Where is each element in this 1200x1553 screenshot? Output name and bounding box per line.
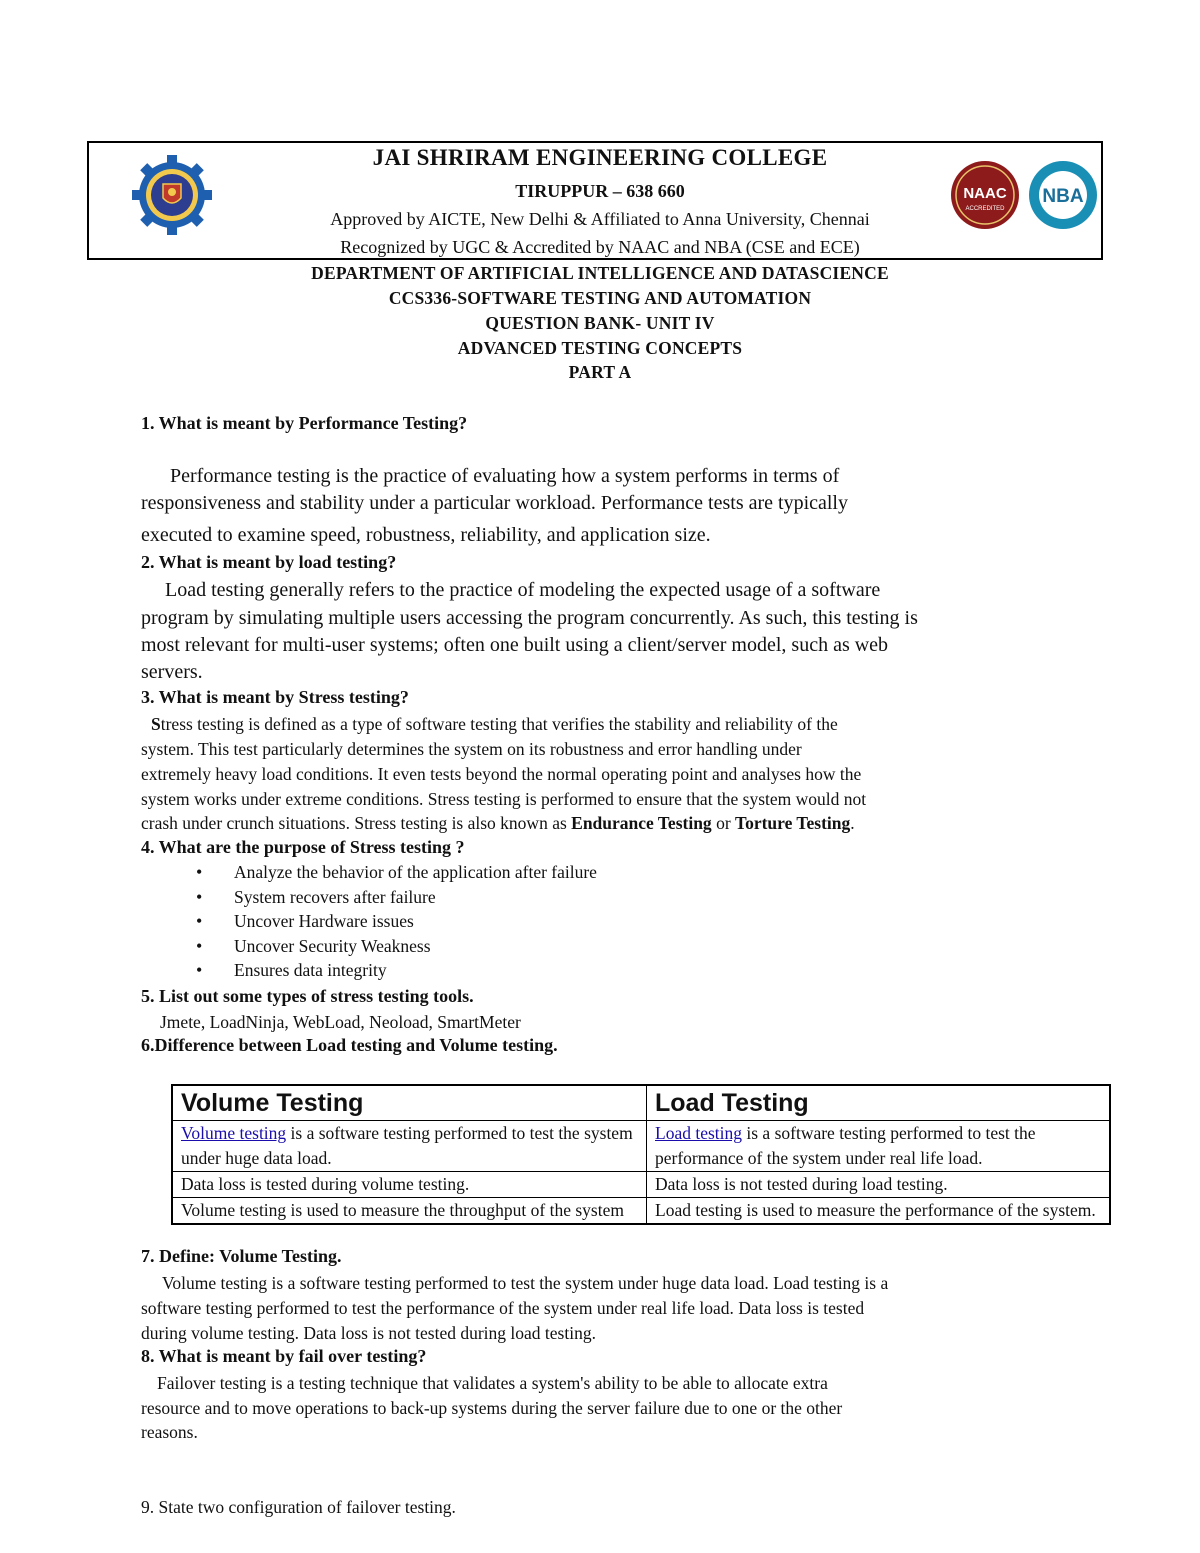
accreditation-line: Recognized by UGC & Accredited by NAAC and NBA (CSE and ECE) (340, 237, 860, 257)
answer-3-line-5-text: crash under crunch situations. Stress testing is also known as (141, 813, 567, 833)
question-5: 5. List out some types of stress testing tools. (141, 986, 474, 1006)
table-cell (172, 1121, 647, 1172)
question-6: 6.Difference between Load testing and Volume testing. (141, 1035, 558, 1055)
question-2: 2. What is meant by load testing? (141, 552, 397, 572)
naac-logo-subtext: ACCREDITED (965, 206, 1005, 212)
stress-purpose-list (196, 860, 597, 983)
answer-3-line-1-text: tress testing is defined as a type of software testing that verifies the stability and reliability of the (160, 714, 838, 734)
approval-line: Approved by AICTE, New Delhi & Affiliated to Anna University, Chennai (330, 209, 870, 229)
answer-2-line-4: servers. (141, 661, 203, 683)
answer-3-line-3: extremely heavy load conditions. It even tests beyond the normal operating point and analyses how the (141, 764, 862, 784)
unit-title: ADVANCED TESTING CONCEPTS (457, 338, 743, 358)
answer-3-line-2: system. This test particularly determines the system on its robustness and error handling under (141, 739, 802, 759)
answer-3-line-4: system works under extreme conditions. Stress testing is performed to ensure that the system would not (141, 789, 867, 809)
answer-8-line-2: resource and to move operations to back-up systems during the server failure due to one or the other (141, 1398, 843, 1418)
question-bank-title: QUESTION BANK- UNIT IV (485, 313, 715, 333)
part-title: PART A (568, 362, 632, 382)
answer-2-line-2: program by simulating multiple users accessing the program concurrently. As such, this testing is (141, 607, 918, 629)
list-item: • Analyze the behavior of the application after failure (196, 860, 597, 885)
table-cell: Data loss is tested during volume testing. (172, 1172, 647, 1198)
load-definition-text: is a software testing performed to test the performance of the system under real life load. (655, 1123, 1036, 1168)
load-testing-link[interactable]: Load testing (655, 1123, 742, 1143)
answer-8-line-1: Failover testing is a testing technique that validates a system's ability to be able to allocate extra (157, 1373, 828, 1393)
naac-logo-text: NAAC (963, 185, 1007, 202)
table-header-row (172, 1085, 1110, 1121)
answer-7-line-3: during volume testing. Data loss is not tested during load testing. (141, 1323, 596, 1343)
question-7: 7. Define: Volume Testing. (141, 1246, 342, 1266)
answer-3-first-letter: S (151, 714, 161, 734)
answer-7-line-1: Volume testing is a software testing performed to test the system under huge data load. Load testing is a (162, 1273, 889, 1293)
table-cell (647, 1121, 1111, 1172)
list-item: • System recovers after failure (196, 885, 597, 910)
torture-testing-term: Torture Testing (735, 813, 851, 833)
answer-1-line-1: Performance testing is the practice of evaluating how a system performs in terms of (170, 465, 840, 487)
volume-testing-link[interactable]: Volume testing (181, 1123, 287, 1143)
answer-8-line-3: reasons. (141, 1422, 198, 1442)
table-row (172, 1172, 1110, 1198)
answer-3-line-1 (151, 712, 1091, 737)
table-cell: Data loss is not tested during load testing. (647, 1172, 1111, 1198)
question-8: 8. What is meant by fail over testing? (141, 1346, 427, 1366)
table-cell: Load testing is used to measure the performance of the system. (647, 1198, 1111, 1225)
table-row (172, 1198, 1110, 1225)
volume-definition-text: is a software testing performed to test the system under huge data load. (181, 1123, 633, 1168)
question-3: 3. What is meant by Stress testing? (141, 687, 409, 707)
answer-3-line-5 (141, 811, 1081, 836)
table-header-volume: Volume Testing (172, 1085, 647, 1121)
department-title: DEPARTMENT OF ARTIFICIAL INTELLIGENCE AND DATASCIENCE (311, 263, 889, 283)
answer-2-line-3: most relevant for multi-user systems; often one built using a client/server model, such as web (141, 634, 889, 656)
answer-1-line-3: executed to examine speed, robustness, reliability, and application size. (141, 524, 711, 546)
question-1: 1. What is meant by Performance Testing? (141, 413, 468, 433)
question-4: 4. What are the purpose of Stress testing ? (141, 837, 465, 857)
list-item: • Uncover Security Weakness (196, 934, 597, 959)
answer-7-line-2: software testing performed to test the performance of the system under real life load. Data loss is tested (141, 1298, 865, 1318)
college-location: TIRUPPUR – 638 660 (515, 181, 685, 201)
table-row (172, 1121, 1110, 1172)
list-item: • Uncover Hardware issues (196, 909, 597, 934)
list-item: • Ensures data integrity (196, 958, 597, 983)
answer-3-period: . (850, 813, 855, 833)
table-header-load: Load Testing (647, 1085, 1111, 1121)
nba-logo-text: NBA (1042, 186, 1084, 207)
answer-1-line-2: responsiveness and stability under a particular workload. Performance tests are typically (141, 492, 848, 514)
question-9: 9. State two configuration of failover testing. (141, 1497, 456, 1517)
difference-table (171, 1084, 1111, 1225)
answer-5: Jmete, LoadNinja, WebLoad, Neoload, SmartMeter (160, 1012, 521, 1032)
course-title: CCS336-SOFTWARE TESTING AND AUTOMATION (388, 288, 812, 308)
college-name: JAI SHRIRAM ENGINEERING COLLEGE (372, 145, 828, 170)
answer-2-line-1: Load testing generally refers to the practice of modeling the expected usage of a software (165, 579, 881, 601)
or-word: or (716, 813, 731, 833)
table-cell: Volume testing is used to measure the throughput of the system (172, 1198, 647, 1225)
endurance-testing-term: Endurance Testing (571, 813, 712, 833)
